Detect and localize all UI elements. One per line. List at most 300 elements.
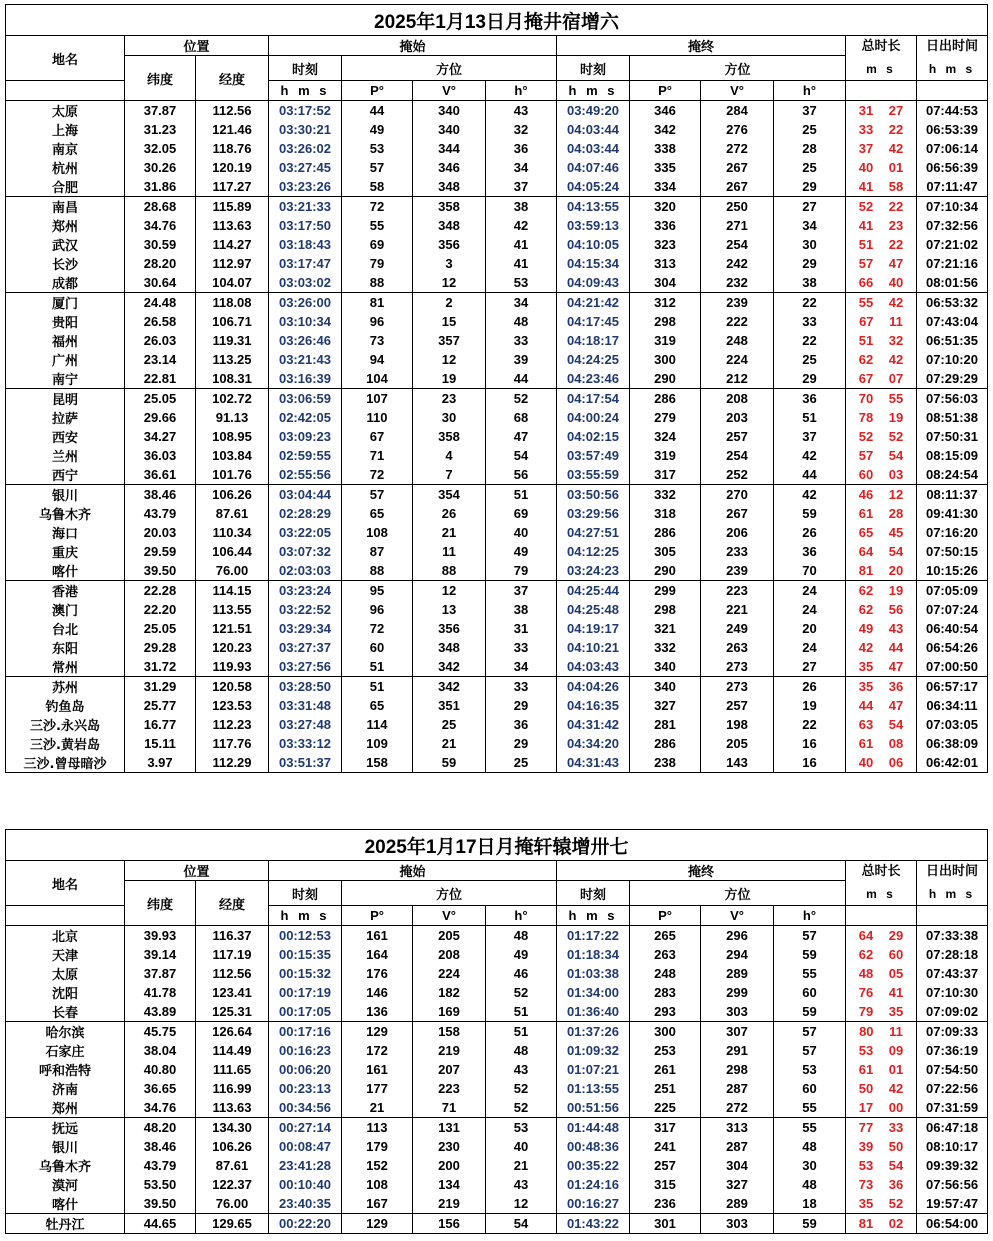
cell-end-time: 03:49:20 bbox=[557, 101, 630, 121]
table-row bbox=[6, 619, 988, 638]
cell-start-p: 65 bbox=[342, 504, 413, 523]
header-start-azimuth: 方位 bbox=[342, 56, 557, 81]
cell-start-p: 95 bbox=[342, 581, 413, 601]
cell-end-h: 59 bbox=[774, 504, 846, 523]
cell-start-v: 340 bbox=[413, 101, 486, 121]
cell-end-time: 04:16:35 bbox=[557, 696, 630, 715]
header-position: 位置 bbox=[125, 36, 269, 56]
cell-start-h: 21 bbox=[486, 1156, 557, 1175]
table-row bbox=[6, 446, 988, 465]
cell-start-v: 21 bbox=[413, 734, 486, 753]
header-start-hms: h m s bbox=[269, 81, 342, 101]
cell-place: 武汉 bbox=[6, 235, 125, 254]
cell-start-v: 59 bbox=[413, 753, 486, 773]
cell-start-v: 223 bbox=[413, 1079, 486, 1098]
cell-end-time: 04:21:42 bbox=[557, 293, 630, 313]
cell-lon: 106.44 bbox=[196, 542, 269, 561]
cell-start-p: 94 bbox=[342, 350, 413, 369]
cell-end-p: 241 bbox=[630, 1137, 701, 1156]
cell-start-h: 51 bbox=[486, 485, 557, 505]
cell-end-v: 303 bbox=[701, 1002, 774, 1022]
cell-start-time: 03:09:23 bbox=[269, 427, 342, 446]
table-row bbox=[6, 734, 988, 753]
cell-place: 三沙.黄岩岛 bbox=[6, 734, 125, 753]
cell-lon: 113.55 bbox=[196, 600, 269, 619]
cell-place: 天津 bbox=[6, 945, 125, 964]
cell-end-h: 24 bbox=[774, 638, 846, 657]
cell-end-time: 01:13:55 bbox=[557, 1079, 630, 1098]
cell-end-h: 16 bbox=[774, 753, 846, 773]
cell-start-h: 53 bbox=[486, 273, 557, 293]
cell-start-time: 02:28:29 bbox=[269, 504, 342, 523]
cell-end-time: 04:05:24 bbox=[557, 177, 630, 197]
cell-start-h: 34 bbox=[486, 657, 557, 677]
cell-start-v: 219 bbox=[413, 1194, 486, 1214]
cell-lat: 53.50 bbox=[125, 1175, 196, 1194]
table-row bbox=[6, 273, 988, 293]
header-start-time: 时刻 bbox=[269, 56, 342, 81]
cell-sunrise: 07:09:02 bbox=[917, 1002, 988, 1022]
cell-end-time: 04:03:44 bbox=[557, 120, 630, 139]
table-row bbox=[6, 1194, 988, 1214]
cell-end-p: 327 bbox=[630, 696, 701, 715]
table-body bbox=[6, 101, 988, 773]
cell-start-h: 54 bbox=[486, 1214, 557, 1234]
cell-start-p: 60 bbox=[342, 638, 413, 657]
cell-place: 香港 bbox=[6, 581, 125, 601]
table-row bbox=[6, 523, 988, 542]
sunrise-label: 日出时间 bbox=[925, 39, 978, 54]
cell-start-h: 49 bbox=[486, 945, 557, 964]
cell-start-p: 51 bbox=[342, 677, 413, 697]
cell-start-h: 68 bbox=[486, 408, 557, 427]
cell-lat: 41.78 bbox=[125, 983, 196, 1002]
cell-end-h: 27 bbox=[774, 657, 846, 677]
cell-duration: 37 42 bbox=[846, 139, 917, 158]
cell-lon: 119.31 bbox=[196, 331, 269, 350]
cell-start-p: 57 bbox=[342, 158, 413, 177]
cell-end-h: 59 bbox=[774, 1214, 846, 1234]
cell-start-h: 37 bbox=[486, 581, 557, 601]
cell-start-time: 03:06:59 bbox=[269, 389, 342, 409]
cell-place: 广州 bbox=[6, 350, 125, 369]
cell-start-v: 356 bbox=[413, 235, 486, 254]
cell-end-h: 22 bbox=[774, 293, 846, 313]
cell-end-v: 212 bbox=[701, 369, 774, 389]
cell-start-p: 107 bbox=[342, 389, 413, 409]
cell-end-v: 299 bbox=[701, 983, 774, 1002]
cell-end-time: 01:34:00 bbox=[557, 983, 630, 1002]
cell-start-h: 34 bbox=[486, 158, 557, 177]
cell-start-p: 57 bbox=[342, 485, 413, 505]
cell-start-p: 72 bbox=[342, 619, 413, 638]
cell-duration: 49 43 bbox=[846, 619, 917, 638]
cell-end-v: 250 bbox=[701, 197, 774, 217]
header-place-spacer bbox=[6, 906, 125, 926]
cell-start-time: 03:29:34 bbox=[269, 619, 342, 638]
cell-end-v: 291 bbox=[701, 1041, 774, 1060]
header-start-azimuth: 方位 bbox=[342, 881, 557, 906]
cell-start-time: 03:17:50 bbox=[269, 216, 342, 235]
table-row bbox=[6, 158, 988, 177]
cell-end-h: 44 bbox=[774, 465, 846, 485]
cell-end-h: 37 bbox=[774, 101, 846, 121]
cell-end-time: 04:31:42 bbox=[557, 715, 630, 734]
cell-lat: 43.79 bbox=[125, 504, 196, 523]
header-start-h: h° bbox=[486, 81, 557, 101]
cell-start-h: 52 bbox=[486, 389, 557, 409]
cell-end-h: 30 bbox=[774, 235, 846, 254]
cell-place: 东阳 bbox=[6, 638, 125, 657]
cell-start-v: 354 bbox=[413, 485, 486, 505]
cell-end-h: 16 bbox=[774, 734, 846, 753]
cell-start-h: 53 bbox=[486, 1118, 557, 1138]
cell-end-v: 224 bbox=[701, 350, 774, 369]
cell-start-v: 131 bbox=[413, 1118, 486, 1138]
header-place-spacer bbox=[6, 81, 125, 101]
header-place: 地名 bbox=[6, 861, 125, 906]
cell-end-v: 222 bbox=[701, 312, 774, 331]
cell-start-time: 00:10:40 bbox=[269, 1175, 342, 1194]
cell-place: 海口 bbox=[6, 523, 125, 542]
cell-start-p: 87 bbox=[342, 542, 413, 561]
cell-start-h: 48 bbox=[486, 1041, 557, 1060]
cell-end-p: 279 bbox=[630, 408, 701, 427]
cell-end-p: 300 bbox=[630, 350, 701, 369]
cell-lon: 101.76 bbox=[196, 465, 269, 485]
cell-start-h: 42 bbox=[486, 216, 557, 235]
cell-place: 厦门 bbox=[6, 293, 125, 313]
cell-place: 重庆 bbox=[6, 542, 125, 561]
cell-end-h: 42 bbox=[774, 446, 846, 465]
table-row bbox=[6, 600, 988, 619]
cell-end-h: 27 bbox=[774, 197, 846, 217]
cell-duration: 33 22 bbox=[846, 120, 917, 139]
cell-end-p: 334 bbox=[630, 177, 701, 197]
cell-start-p: 179 bbox=[342, 1137, 413, 1156]
cell-duration: 52 52 bbox=[846, 427, 917, 446]
cell-start-time: 03:27:48 bbox=[269, 715, 342, 734]
cell-end-p: 319 bbox=[630, 446, 701, 465]
cell-lat: 30.26 bbox=[125, 158, 196, 177]
cell-lat: 20.03 bbox=[125, 523, 196, 542]
cell-start-p: 69 bbox=[342, 235, 413, 254]
cell-lon: 113.63 bbox=[196, 216, 269, 235]
cell-start-h: 44 bbox=[486, 369, 557, 389]
header-start: 掩始 bbox=[269, 861, 557, 881]
cell-end-v: 272 bbox=[701, 1098, 774, 1118]
header-start-hms: h m s bbox=[269, 906, 342, 926]
header-start-p: P° bbox=[342, 81, 413, 101]
cell-lat: 37.87 bbox=[125, 964, 196, 983]
cell-lon: 115.89 bbox=[196, 197, 269, 217]
table-row bbox=[6, 408, 988, 427]
cell-lat: 39.14 bbox=[125, 945, 196, 964]
cell-end-time: 01:03:38 bbox=[557, 964, 630, 983]
cell-end-p: 318 bbox=[630, 504, 701, 523]
cell-end-p: 312 bbox=[630, 293, 701, 313]
cell-start-time: 03:23:24 bbox=[269, 581, 342, 601]
cell-start-time: 00:12:53 bbox=[269, 926, 342, 946]
cell-end-h: 59 bbox=[774, 945, 846, 964]
cell-place: 南宁 bbox=[6, 369, 125, 389]
cell-start-time: 00:17:05 bbox=[269, 1002, 342, 1022]
cell-end-v: 257 bbox=[701, 427, 774, 446]
cell-lat: 31.86 bbox=[125, 177, 196, 197]
cell-start-p: 96 bbox=[342, 312, 413, 331]
header-duration-spacer bbox=[846, 906, 917, 926]
cell-end-v: 221 bbox=[701, 600, 774, 619]
cell-end-time: 04:09:43 bbox=[557, 273, 630, 293]
header-end: 掩终 bbox=[557, 36, 846, 56]
cell-sunrise: 07:36:19 bbox=[917, 1041, 988, 1060]
header-end-azimuth: 方位 bbox=[630, 881, 846, 906]
cell-end-time: 04:15:34 bbox=[557, 254, 630, 273]
cell-start-v: 23 bbox=[413, 389, 486, 409]
cell-place: 银川 bbox=[6, 1137, 125, 1156]
cell-sunrise: 08:10:17 bbox=[917, 1137, 988, 1156]
cell-duration: 61 28 bbox=[846, 504, 917, 523]
cell-start-p: 51 bbox=[342, 657, 413, 677]
cell-start-p: 104 bbox=[342, 369, 413, 389]
cell-place: 西宁 bbox=[6, 465, 125, 485]
header-duration bbox=[846, 861, 917, 906]
cell-start-time: 03:26:00 bbox=[269, 293, 342, 313]
cell-start-v: 3 bbox=[413, 254, 486, 273]
cell-lat: 25.77 bbox=[125, 696, 196, 715]
cell-duration: 42 44 bbox=[846, 638, 917, 657]
cell-start-h: 37 bbox=[486, 177, 557, 197]
header-lat: 纬度 bbox=[125, 56, 196, 101]
cell-start-h: 29 bbox=[486, 696, 557, 715]
header-start-h: h° bbox=[486, 906, 557, 926]
table-row bbox=[6, 1079, 988, 1098]
cell-start-p: 110 bbox=[342, 408, 413, 427]
table-row bbox=[6, 369, 988, 389]
cell-place: 上海 bbox=[6, 120, 125, 139]
table-row bbox=[6, 1041, 988, 1060]
cell-start-v: 12 bbox=[413, 273, 486, 293]
header-place: 地名 bbox=[6, 36, 125, 81]
cell-start-v: 356 bbox=[413, 619, 486, 638]
cell-end-v: 232 bbox=[701, 273, 774, 293]
table-row bbox=[6, 120, 988, 139]
cell-lat: 29.28 bbox=[125, 638, 196, 657]
cell-end-time: 00:16:27 bbox=[557, 1194, 630, 1214]
cell-lon: 106.26 bbox=[196, 485, 269, 505]
cell-lon: 106.71 bbox=[196, 312, 269, 331]
cell-place: 郑州 bbox=[6, 216, 125, 235]
cell-end-p: 321 bbox=[630, 619, 701, 638]
table-row bbox=[6, 1022, 988, 1042]
cell-duration: 64 29 bbox=[846, 926, 917, 946]
cell-lat: 44.65 bbox=[125, 1214, 196, 1234]
cell-duration: 70 55 bbox=[846, 389, 917, 409]
cell-duration: 41 58 bbox=[846, 177, 917, 197]
cell-lat: 29.66 bbox=[125, 408, 196, 427]
cell-place: 钓鱼岛 bbox=[6, 696, 125, 715]
cell-start-v: 182 bbox=[413, 983, 486, 1002]
cell-lat: 16.77 bbox=[125, 715, 196, 734]
cell-end-v: 223 bbox=[701, 581, 774, 601]
table-row bbox=[6, 657, 988, 677]
cell-duration: 60 03 bbox=[846, 465, 917, 485]
cell-duration: 77 33 bbox=[846, 1118, 917, 1138]
cell-start-h: 25 bbox=[486, 753, 557, 773]
cell-start-p: 129 bbox=[342, 1022, 413, 1042]
cell-start-v: 230 bbox=[413, 1137, 486, 1156]
cell-end-p: 300 bbox=[630, 1022, 701, 1042]
cell-end-h: 60 bbox=[774, 1079, 846, 1098]
header-start-p: P° bbox=[342, 906, 413, 926]
cell-end-p: 299 bbox=[630, 581, 701, 601]
cell-end-time: 04:00:24 bbox=[557, 408, 630, 427]
cell-duration: 61 01 bbox=[846, 1060, 917, 1079]
cell-lat: 45.75 bbox=[125, 1022, 196, 1042]
cell-lon: 121.51 bbox=[196, 619, 269, 638]
cell-lat: 39.93 bbox=[125, 926, 196, 946]
cell-duration: 44 47 bbox=[846, 696, 917, 715]
cell-sunrise: 08:24:54 bbox=[917, 465, 988, 485]
cell-sunrise: 06:54:00 bbox=[917, 1214, 988, 1234]
cell-end-time: 01:17:22 bbox=[557, 926, 630, 946]
header-duration-spacer bbox=[846, 81, 917, 101]
cell-end-h: 25 bbox=[774, 350, 846, 369]
cell-end-v: 272 bbox=[701, 139, 774, 158]
cell-end-p: 286 bbox=[630, 389, 701, 409]
cell-sunrise: 06:54:26 bbox=[917, 638, 988, 657]
cell-sunrise: 07:56:56 bbox=[917, 1175, 988, 1194]
cell-lat: 30.59 bbox=[125, 235, 196, 254]
header-end-h: h° bbox=[774, 906, 846, 926]
cell-start-time: 02:03:03 bbox=[269, 561, 342, 581]
cell-start-h: 41 bbox=[486, 254, 557, 273]
cell-end-p: 305 bbox=[630, 542, 701, 561]
cell-end-v: 289 bbox=[701, 1194, 774, 1214]
cell-place: 澳门 bbox=[6, 600, 125, 619]
cell-duration: 76 41 bbox=[846, 983, 917, 1002]
cell-lat: 43.79 bbox=[125, 1156, 196, 1175]
cell-end-v: 284 bbox=[701, 101, 774, 121]
table-row bbox=[6, 1002, 988, 1022]
cell-end-h: 25 bbox=[774, 158, 846, 177]
cell-start-p: 55 bbox=[342, 216, 413, 235]
cell-start-v: 25 bbox=[413, 715, 486, 734]
cell-start-p: 72 bbox=[342, 197, 413, 217]
cell-end-time: 04:04:26 bbox=[557, 677, 630, 697]
cell-end-v: 313 bbox=[701, 1118, 774, 1138]
cell-sunrise: 07:03:05 bbox=[917, 715, 988, 734]
cell-end-p: 225 bbox=[630, 1098, 701, 1118]
cell-start-v: 224 bbox=[413, 964, 486, 983]
cell-end-p: 319 bbox=[630, 331, 701, 350]
cell-start-p: 58 bbox=[342, 177, 413, 197]
duration-unit: m s bbox=[866, 887, 896, 901]
cell-end-time: 03:59:13 bbox=[557, 216, 630, 235]
cell-place: 兰州 bbox=[6, 446, 125, 465]
cell-end-time: 04:17:54 bbox=[557, 389, 630, 409]
cell-end-h: 36 bbox=[774, 542, 846, 561]
cell-start-h: 43 bbox=[486, 101, 557, 121]
cell-sunrise: 07:10:34 bbox=[917, 197, 988, 217]
cell-end-p: 313 bbox=[630, 254, 701, 273]
table-title: 2025年1月17日月掩轩辕增卅七 bbox=[6, 830, 988, 861]
cell-end-p: 338 bbox=[630, 139, 701, 158]
cell-start-time: 03:16:39 bbox=[269, 369, 342, 389]
cell-start-v: 200 bbox=[413, 1156, 486, 1175]
cell-end-h: 34 bbox=[774, 216, 846, 235]
cell-start-time: 03:21:33 bbox=[269, 197, 342, 217]
cell-start-time: 03:28:50 bbox=[269, 677, 342, 697]
cell-start-time: 00:08:47 bbox=[269, 1137, 342, 1156]
table-row bbox=[6, 465, 988, 485]
cell-place: 北京 bbox=[6, 926, 125, 946]
cell-start-v: 15 bbox=[413, 312, 486, 331]
cell-start-h: 52 bbox=[486, 983, 557, 1002]
cell-lon: 118.08 bbox=[196, 293, 269, 313]
cell-sunrise: 07:32:56 bbox=[917, 216, 988, 235]
cell-start-time: 03:30:21 bbox=[269, 120, 342, 139]
cell-end-h: 60 bbox=[774, 983, 846, 1002]
cell-start-h: 41 bbox=[486, 235, 557, 254]
cell-start-h: 52 bbox=[486, 1098, 557, 1118]
cell-start-time: 03:51:37 bbox=[269, 753, 342, 773]
cell-end-time: 00:51:56 bbox=[557, 1098, 630, 1118]
cell-place: 太原 bbox=[6, 101, 125, 121]
cell-start-v: 7 bbox=[413, 465, 486, 485]
header-end-h: h° bbox=[774, 81, 846, 101]
cell-place: 长沙 bbox=[6, 254, 125, 273]
cell-lon: 129.65 bbox=[196, 1214, 269, 1234]
cell-end-h: 51 bbox=[774, 408, 846, 427]
cell-sunrise: 07:09:33 bbox=[917, 1022, 988, 1042]
cell-lat: 26.58 bbox=[125, 312, 196, 331]
cell-start-p: 176 bbox=[342, 964, 413, 983]
header-start-v: V° bbox=[413, 81, 486, 101]
cell-place: 哈尔滨 bbox=[6, 1022, 125, 1042]
cell-sunrise: 07:10:20 bbox=[917, 350, 988, 369]
cell-start-p: 177 bbox=[342, 1079, 413, 1098]
cell-lat: 36.65 bbox=[125, 1079, 196, 1098]
cell-place: 长春 bbox=[6, 1002, 125, 1022]
table-row bbox=[6, 715, 988, 734]
cell-lat: 38.46 bbox=[125, 1137, 196, 1156]
cell-end-h: 28 bbox=[774, 139, 846, 158]
cell-end-h: 29 bbox=[774, 254, 846, 273]
cell-end-v: 287 bbox=[701, 1137, 774, 1156]
cell-end-p: 286 bbox=[630, 523, 701, 542]
cell-start-time: 03:17:47 bbox=[269, 254, 342, 273]
cell-end-p: 290 bbox=[630, 561, 701, 581]
cell-sunrise: 07:00:50 bbox=[917, 657, 988, 677]
cell-end-time: 04:10:05 bbox=[557, 235, 630, 254]
cell-duration: 17 00 bbox=[846, 1098, 917, 1118]
cell-start-time: 00:15:32 bbox=[269, 964, 342, 983]
cell-duration: 57 54 bbox=[846, 446, 917, 465]
cell-duration: 64 54 bbox=[846, 542, 917, 561]
cell-start-h: 38 bbox=[486, 197, 557, 217]
cell-end-h: 33 bbox=[774, 312, 846, 331]
cell-start-h: 51 bbox=[486, 1002, 557, 1022]
cell-end-h: 55 bbox=[774, 964, 846, 983]
cell-start-v: 158 bbox=[413, 1022, 486, 1042]
cell-start-h: 40 bbox=[486, 523, 557, 542]
cell-duration: 53 54 bbox=[846, 1156, 917, 1175]
cell-end-time: 04:10:21 bbox=[557, 638, 630, 657]
cell-start-h: 79 bbox=[486, 561, 557, 581]
cell-start-time: 02:59:55 bbox=[269, 446, 342, 465]
cell-place: 三沙.永兴岛 bbox=[6, 715, 125, 734]
